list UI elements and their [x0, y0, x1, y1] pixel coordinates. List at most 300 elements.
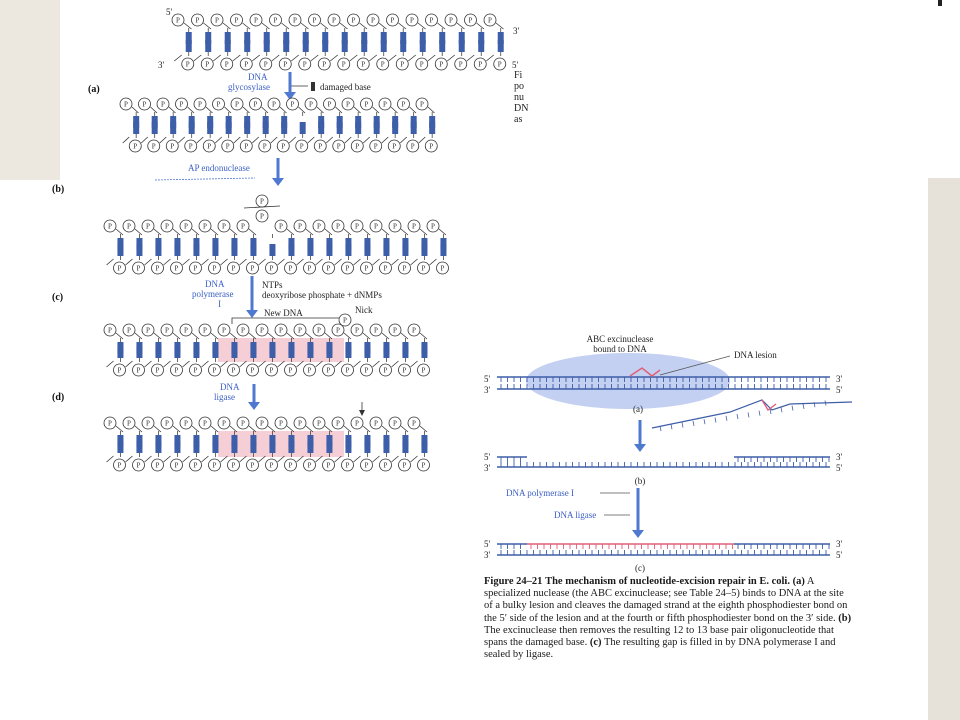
phosphate-symbol: P — [195, 16, 200, 25]
damaged-base-label: damaged base — [320, 82, 371, 92]
backbone-link — [230, 229, 237, 235]
backbone-link — [373, 456, 380, 462]
phosphate-symbol: P — [449, 16, 453, 25]
base-bottom — [264, 40, 270, 52]
end-3-label: 3' — [836, 374, 843, 384]
phosphate-symbol: P — [269, 366, 274, 375]
base-bottom — [226, 122, 232, 134]
phosphate-symbol: P — [124, 100, 128, 109]
base-bottom — [212, 244, 218, 256]
phosphate-symbol: P — [188, 142, 193, 151]
step-arrow-head — [634, 444, 646, 452]
base-bottom — [136, 244, 142, 256]
phosphate-symbol: P — [302, 60, 307, 69]
backbone-link — [311, 55, 319, 61]
backbone-link — [145, 361, 152, 367]
base-bottom — [269, 441, 275, 453]
phosphate-symbol: P — [429, 142, 434, 151]
backbone-link — [234, 137, 241, 143]
phosphate-symbol: P — [393, 419, 397, 428]
base-bottom — [225, 40, 231, 52]
phosphate-symbol: P — [373, 142, 378, 151]
backbone-link — [389, 55, 397, 61]
backbone-link — [132, 107, 139, 113]
phosphate-symbol: P — [279, 222, 283, 231]
phosphate-symbol: P — [205, 60, 210, 69]
strand-end-5-label: 5' — [512, 60, 519, 70]
end-3-label: 3' — [836, 452, 843, 462]
backbone-link — [308, 137, 315, 143]
base-tick — [693, 421, 694, 426]
backbone-link — [496, 23, 504, 29]
base-bottom — [244, 122, 250, 134]
phosphate-symbol: P — [332, 16, 336, 25]
phosphate-symbol: P — [390, 16, 395, 25]
backbone-link — [382, 137, 389, 143]
phosphate-symbol: P — [283, 60, 288, 69]
backbone-link — [354, 456, 361, 462]
base-bottom — [117, 244, 123, 256]
backbone-link — [154, 229, 161, 235]
backbone-link — [287, 229, 294, 235]
base-bottom — [155, 244, 161, 256]
cropped-text-line: as — [514, 114, 523, 125]
backbone-link — [154, 426, 161, 432]
base-bottom — [307, 441, 313, 453]
step-c-label: (c) — [635, 563, 645, 573]
phosphate-symbol: P — [364, 264, 369, 273]
backbone-link — [183, 361, 190, 367]
phosphate-symbol: P — [326, 366, 331, 375]
backbone-link — [145, 259, 152, 265]
step-arrow-head — [246, 310, 258, 318]
phosphate-symbol: P — [170, 142, 175, 151]
backbone-link — [202, 361, 209, 367]
phosphate-symbol: P — [431, 222, 435, 231]
base-bottom — [174, 441, 180, 453]
base-bottom — [400, 40, 406, 52]
phosphate-symbol: P — [241, 419, 245, 428]
figure-number: Figure 24–21 — [484, 576, 543, 587]
phosphate-symbol: P — [383, 100, 387, 109]
backbone-link — [272, 55, 280, 61]
base-bottom — [155, 346, 161, 358]
backbone-link — [316, 259, 323, 265]
caption-part-b-text: The excinuclease then removes the resulting 12 to 13 base pair oligonucleotide that spans the damaged base. — [484, 624, 834, 649]
phosphate-symbol: P — [380, 60, 385, 69]
phosphate-symbol: P — [371, 16, 375, 25]
phosphate-symbol: P — [458, 60, 463, 69]
phosphate-symbol: P — [127, 222, 131, 231]
backbone-link — [151, 107, 158, 113]
base-bottom — [133, 122, 139, 134]
phosphate-symbol: P — [155, 264, 160, 273]
base-bottom — [186, 40, 192, 52]
phosphate-symbol: P — [497, 60, 502, 69]
phosphate-symbol: P — [293, 16, 297, 25]
base-bottom — [421, 441, 427, 453]
base-tick — [682, 423, 683, 428]
backbone-link — [126, 259, 133, 265]
phosphate-symbol: P — [336, 326, 340, 335]
backbone-link — [420, 333, 427, 339]
phosphate-symbol: P — [402, 366, 407, 375]
phosphate-symbol: P — [345, 366, 350, 375]
backbone-link — [291, 55, 299, 61]
phosphate-symbol: P — [263, 60, 268, 69]
base-bottom — [174, 346, 180, 358]
phosphate-symbol: P — [269, 461, 274, 470]
phosphate-symbol: P — [393, 222, 397, 231]
phosphate-symbol: P — [262, 142, 267, 151]
base-bottom — [440, 244, 446, 256]
base-bottom — [307, 244, 313, 256]
backbone-link — [259, 259, 266, 265]
base-bottom — [364, 346, 370, 358]
base-bottom — [337, 122, 343, 134]
phosphate-symbol: P — [478, 60, 483, 69]
backbone-link — [164, 456, 171, 462]
phosphate-symbol: P — [309, 100, 313, 109]
backbone-link — [340, 23, 348, 29]
enzyme-label: AP endonuclease — [188, 163, 250, 173]
backbone-link — [379, 23, 387, 29]
strand-end-3-label: 3' — [158, 60, 165, 70]
backbone-link — [154, 333, 161, 339]
backbone-link — [411, 259, 418, 265]
backbone-link — [252, 137, 259, 143]
new-dna-label: New DNA — [264, 308, 303, 318]
phosphate-symbol: P — [225, 142, 230, 151]
phosphate-symbol: P — [364, 100, 369, 109]
backbone-link — [107, 259, 114, 265]
phosphate-symbol: P — [412, 222, 416, 231]
phosphate-symbol: P — [155, 366, 160, 375]
ntps-label: NTPs — [262, 280, 283, 290]
phosphate-symbol: P — [318, 142, 323, 151]
end-5-label: 5' — [836, 463, 843, 473]
phosphate-symbol: P — [351, 16, 356, 25]
backbone-link — [183, 456, 190, 462]
backbone-link — [123, 137, 130, 143]
base-bottom — [152, 122, 158, 134]
phosphate-symbol: P — [193, 461, 198, 470]
base-bottom — [478, 40, 484, 52]
base-bottom — [498, 40, 504, 52]
phosphate-symbol: P — [421, 461, 426, 470]
phosphate-symbol: P — [298, 326, 302, 335]
base-bottom — [361, 40, 367, 52]
backbone-link — [271, 137, 278, 143]
phosphate-symbol: P — [326, 264, 331, 273]
phosphate-symbol: P — [288, 264, 293, 273]
base-bottom — [231, 244, 237, 256]
backbone-link — [401, 333, 408, 339]
phosphate-symbol: P — [231, 366, 236, 375]
base-tick — [792, 406, 793, 411]
backbone-link — [107, 361, 114, 367]
enzyme-label: polymerase — [192, 289, 234, 299]
caption-part-a-text: A specialized nuclease (the ABC excinuclease; see Table 24–5) binds to DNA at the site of a bulky lesion and cleaves the damaged strand at the eighth phosphodiester bond on the 5′ side of the lesion and at the fourth or fifth phosphodiester bond on the 3′ side. — [484, 576, 848, 624]
enzyme-label: glycosylase — [228, 82, 270, 92]
base-bottom — [269, 346, 275, 358]
backbone-link — [225, 107, 232, 113]
base-bottom — [402, 441, 408, 453]
base-tick — [781, 407, 782, 412]
phosphate-symbol: P — [241, 326, 245, 335]
backbone-link — [391, 107, 398, 113]
phosphate-symbol: P — [343, 316, 347, 325]
backbone-link — [174, 55, 182, 61]
phosphate-symbol: P — [212, 264, 217, 273]
phosphate-symbol: P — [260, 419, 264, 428]
phosphate-symbol: P — [336, 222, 340, 231]
backbone-link — [141, 137, 148, 143]
backbone-link — [430, 259, 437, 265]
phosphate-symbol: P — [383, 461, 388, 470]
phosphate-symbol: P — [244, 60, 249, 69]
backbone-link — [344, 426, 351, 432]
phosphate-symbol: P — [133, 142, 138, 151]
backbone-link — [164, 361, 171, 367]
backbone-link — [467, 55, 475, 61]
backbone-link — [354, 259, 361, 265]
step-b-label: (b) — [634, 476, 646, 486]
base-bottom — [318, 122, 324, 134]
backbone-link — [173, 229, 180, 235]
backbone-link — [116, 229, 123, 235]
backbone-link — [363, 426, 370, 432]
caption-part-b-label: (b) — [838, 612, 852, 624]
backbone-link — [116, 426, 123, 432]
phosphate-symbol: P — [298, 222, 302, 231]
phosphate-symbol: P — [250, 366, 255, 375]
phosphate-symbol: P — [439, 60, 444, 69]
phosphate-symbol: P — [402, 264, 407, 273]
backbone-link — [418, 23, 426, 29]
backbone-link — [354, 361, 361, 367]
backbone-link — [457, 23, 465, 29]
base-bottom — [174, 244, 180, 256]
backbone-link — [289, 137, 296, 143]
backbone-link — [344, 333, 351, 339]
phosphate-symbol: P — [355, 142, 360, 151]
backbone-link — [126, 361, 133, 367]
backbone-link — [173, 426, 180, 432]
strand-end-5-label: 5' — [166, 7, 173, 17]
enzyme-label: DNA — [220, 382, 240, 392]
phosphate-symbol: P — [468, 16, 473, 25]
phosphate-symbol: P — [244, 142, 249, 151]
base-tick — [715, 418, 716, 423]
phosphate-symbol: P — [165, 419, 169, 428]
backbone-link — [233, 55, 241, 61]
base-tick — [726, 416, 727, 421]
backbone-link — [411, 361, 418, 367]
cropped-text-line: Fi — [514, 70, 523, 81]
phosphate-symbol: P — [419, 60, 424, 69]
cropped-text-line: po — [514, 81, 524, 92]
phosphate-symbol: P — [146, 222, 150, 231]
phosphate-symbol: P — [260, 197, 264, 206]
phosphate-symbol: P — [355, 326, 359, 335]
backbone-link — [330, 55, 338, 61]
phosphate-symbol: P — [273, 16, 278, 25]
phosphate-symbol: P — [165, 326, 169, 335]
base-bottom — [383, 441, 389, 453]
backbone-link — [262, 107, 269, 113]
base-bottom — [421, 244, 427, 256]
backbone-link — [419, 137, 426, 143]
phosphate-symbol: P — [146, 326, 150, 335]
backbone-link — [325, 229, 332, 235]
backbone-link — [188, 107, 195, 113]
backbone-link — [211, 333, 218, 339]
base-bottom — [193, 441, 199, 453]
backbone-link — [373, 361, 380, 367]
phosphate-symbol: P — [336, 419, 340, 428]
phosphate-symbol: P — [193, 264, 198, 273]
step-arrow-head — [248, 402, 260, 410]
phosphate-symbol: P — [374, 326, 378, 335]
phosphate-symbol: P — [127, 419, 131, 428]
phosphate-symbol: P — [288, 461, 293, 470]
phosphate-symbol: P — [392, 142, 397, 151]
backbone-link — [438, 23, 446, 29]
phosphate-symbol: P — [279, 419, 283, 428]
phosphate-symbol: P — [222, 419, 226, 428]
base-bottom — [342, 40, 348, 52]
phosphate-symbol: P — [203, 419, 207, 428]
end-3-label: 3' — [484, 463, 491, 473]
backbone-link — [401, 229, 408, 235]
base-bottom — [421, 346, 427, 358]
phosphate-symbol: P — [290, 100, 295, 109]
backbone-link — [306, 229, 313, 235]
backbone-link — [164, 259, 171, 265]
backbone-link — [363, 137, 370, 143]
base-bottom — [326, 346, 332, 358]
lesion-label: DNA lesion — [734, 350, 777, 360]
step-a-label: (a) — [633, 404, 643, 414]
phosphate-symbol: P — [174, 264, 179, 273]
base-bottom — [212, 441, 218, 453]
figure-title: The mechanism of nucleotide-excision repair in E. coli. — [545, 576, 790, 587]
backbone-link — [240, 259, 247, 265]
backbone-link — [373, 259, 380, 265]
base-bottom — [283, 40, 289, 52]
base-bottom — [193, 346, 199, 358]
backbone-link — [194, 55, 202, 61]
base-bottom — [205, 40, 211, 52]
base-tick — [704, 419, 705, 424]
backbone-link — [301, 23, 309, 29]
phosphate-symbol: P — [117, 264, 122, 273]
phosphate-symbol: P — [108, 419, 112, 428]
backbone-link — [477, 23, 485, 29]
base-bottom — [364, 244, 370, 256]
backbone-link — [317, 107, 324, 113]
excinuclease-label: ABC excinuclease — [586, 334, 654, 344]
phosphate-symbol: P — [222, 222, 226, 231]
phosphate-symbol: P — [412, 419, 416, 428]
backbone-link — [202, 259, 209, 265]
strand-end-3-label: 3' — [513, 26, 520, 36]
base-tick — [737, 414, 738, 419]
backbone-link — [135, 333, 142, 339]
backbone-link — [297, 259, 304, 265]
phosphate-symbol: P — [231, 264, 236, 273]
enzyme-label: ligase — [214, 392, 235, 402]
phosphate-symbol: P — [117, 461, 122, 470]
backbone-link — [192, 333, 199, 339]
backbone-link — [410, 107, 417, 113]
base-bottom — [345, 244, 351, 256]
phosphate-symbol: P — [410, 142, 415, 151]
base-bottom — [345, 441, 351, 453]
base-bottom — [193, 244, 199, 256]
backbone-link — [401, 426, 408, 432]
cropped-text-line: nu — [514, 92, 524, 103]
phosphate-symbol: P — [215, 16, 219, 25]
backbone-link — [206, 107, 213, 113]
backbone-link — [363, 229, 370, 235]
phosphate-symbol: P — [400, 60, 405, 69]
base-tick — [759, 411, 760, 416]
phosphate-symbol: P — [174, 461, 179, 470]
backbone-link — [382, 229, 389, 235]
phosphate-symbol: P — [117, 366, 122, 375]
base-bottom — [383, 346, 389, 358]
backbone-link — [192, 426, 199, 432]
phosphate-symbol: P — [322, 60, 327, 69]
end-3-label: 3' — [836, 539, 843, 549]
base-bottom — [117, 346, 123, 358]
backbone-link — [278, 259, 285, 265]
end-3-label: 3' — [484, 385, 491, 395]
phosphate-symbol: P — [185, 60, 190, 69]
backbone-link — [345, 137, 352, 143]
step-d-label: (d) — [52, 392, 65, 403]
backbone-link — [486, 55, 494, 61]
base-bottom — [402, 244, 408, 256]
backbone-link — [213, 55, 221, 61]
backbone-link — [400, 137, 407, 143]
step-b-label: (b) — [52, 184, 65, 195]
base-bottom — [244, 40, 250, 52]
backbone-link — [262, 23, 270, 29]
figure-caption — [484, 576, 854, 661]
backbone-link — [420, 229, 427, 235]
phosphate-symbol: P — [184, 419, 188, 428]
phosphate-symbol: P — [184, 222, 188, 231]
phosphate-symbol: P — [155, 461, 160, 470]
phosphate-symbol: P — [429, 16, 434, 25]
phosphate-symbol: P — [288, 366, 293, 375]
base-bottom — [250, 244, 256, 256]
phosphate-symbol: P — [176, 16, 180, 25]
base-bottom — [207, 122, 213, 134]
backbone-link — [408, 55, 416, 61]
phosphate-symbol: P — [307, 461, 312, 470]
base-bottom — [459, 40, 465, 52]
backbone-link — [211, 426, 218, 432]
phosphate-symbol: P — [317, 419, 321, 428]
damaged-base-key — [311, 82, 315, 91]
phosphate-symbol: P — [151, 142, 156, 151]
phosphate-symbol: P — [346, 100, 350, 109]
base-bottom — [189, 122, 195, 134]
